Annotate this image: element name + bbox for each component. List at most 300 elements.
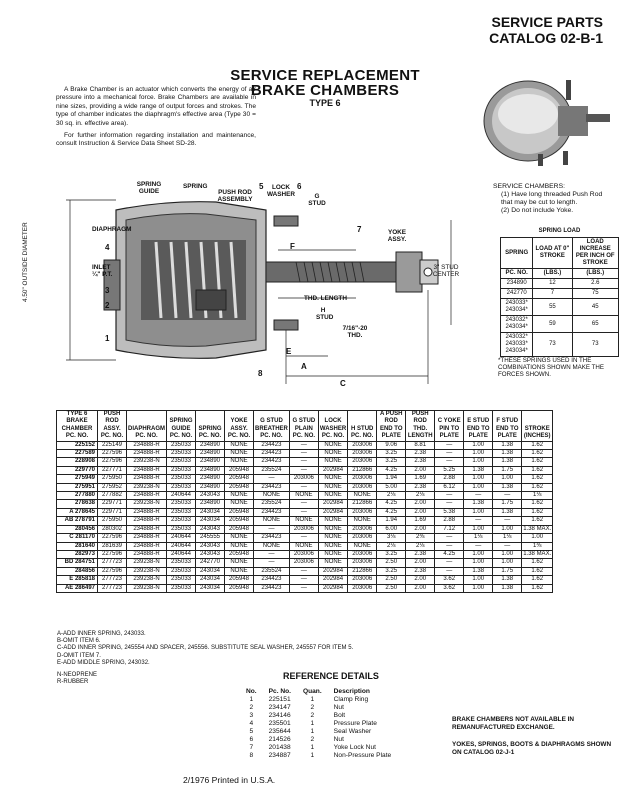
parts-table-cell: 235033: [167, 483, 196, 491]
parts-table-cell: 1⅜: [522, 542, 553, 550]
footnote: B-OMIT ITEM 6.: [57, 638, 101, 645]
reference-cell: 234887: [268, 752, 291, 759]
parts-table-cell: NONE: [289, 517, 318, 525]
parts-table-cell: 228908: [57, 458, 98, 466]
parts-table-cell: 243043: [196, 550, 225, 558]
parts-table-cell: 1.38: [493, 450, 522, 458]
parts-table-cell: 227596: [98, 450, 127, 458]
parts-table-cell: 1.62: [522, 508, 553, 516]
label-1: 1: [105, 334, 110, 343]
parts-table-cell: 1.38: [493, 441, 522, 449]
parts-table-cell: 235033: [167, 517, 196, 525]
parts-table-cell: —: [289, 500, 318, 508]
label-e: E: [286, 347, 292, 356]
material-note: N-NEOPRENE: [57, 672, 98, 678]
parts-table-cell: 203006: [289, 550, 318, 558]
parts-table-header: G STUD PLAIN PC. NO.: [289, 411, 318, 442]
parts-table-cell: NONE: [318, 550, 347, 558]
parts-table-cell: 240644: [167, 534, 196, 542]
spring-load-cell: 45: [572, 299, 618, 316]
parts-table-header: C YOKE PIN TO PLATE: [435, 411, 464, 442]
parts-table-row: [57, 542, 553, 550]
parts-table-cell: —: [435, 534, 464, 542]
title-line-2: BRAKE CHAMBERS: [250, 82, 400, 99]
reference-cell: 2: [310, 736, 315, 743]
parts-table-cell: 1.38: [493, 508, 522, 516]
parts-table-cell: E 285818: [57, 576, 98, 584]
parts-table-cell: 227589: [57, 450, 98, 458]
parts-table-header: LOCK WASHER PC. NO.: [318, 411, 347, 442]
parts-table-cell: 234890: [196, 475, 225, 483]
parts-table-cell: 212866: [348, 567, 377, 575]
spring-load-row: [501, 289, 619, 299]
parts-table-cell: 6.12: [435, 483, 464, 491]
parts-table-cell: —: [435, 559, 464, 567]
label-c: C: [340, 379, 346, 388]
parts-table-cell: NONE: [318, 517, 347, 525]
parts-table-cell: 2.00: [406, 576, 435, 584]
spring-load-cell: 242770: [501, 289, 533, 299]
parts-table-cell: 234423: [254, 458, 290, 466]
spring-load-cell: 59: [533, 316, 572, 333]
label-5: 5: [259, 182, 264, 191]
reference-cell: 3: [249, 712, 254, 719]
parts-table-cell: 234888-R: [127, 466, 167, 474]
reference-row: [240, 736, 397, 744]
parts-table-cell: —: [289, 483, 318, 491]
parts-table-cell: 5.38: [435, 508, 464, 516]
parts-table-cell: 235033: [167, 567, 196, 575]
parts-table-cell: 2.50: [377, 584, 406, 592]
parts-table-cell: —: [464, 542, 493, 550]
parts-table-cell: 234890: [196, 483, 225, 491]
label-3: 3: [105, 286, 110, 295]
parts-table-cell: 5.25: [435, 466, 464, 474]
parts-table-cell: NONE: [225, 567, 254, 575]
parts-table-cell: 234890: [196, 458, 225, 466]
parts-table-cell: 282973: [57, 550, 98, 558]
parts-table-cell: 203006: [348, 559, 377, 567]
parts-table-cell: 203006: [348, 584, 377, 592]
parts-table-cell: 1.62: [522, 441, 553, 449]
parts-table-cell: 229771: [98, 500, 127, 508]
footnote: E-ADD MIDDLE SPRING, 243032.: [57, 659, 150, 666]
parts-table-cell: NONE: [348, 517, 377, 525]
parts-table-cell: 1.62: [522, 576, 553, 584]
parts-table-cell: 212866: [348, 466, 377, 474]
parts-table-cell: 1.62: [522, 584, 553, 592]
brake-chamber-photo: [478, 66, 618, 166]
parts-table-cell: 202984: [318, 584, 347, 592]
parts-table-header: F STUD END TO PLATE: [493, 411, 522, 442]
parts-table-cell: 1.62: [522, 559, 553, 567]
parts-table-cell: 235033: [167, 508, 196, 516]
parts-table-cell: 202984: [318, 567, 347, 575]
parts-table-cell: 229771: [98, 508, 127, 516]
parts-table-cell: 2⅛: [406, 492, 435, 500]
parts-table-cell: 1.00: [464, 584, 493, 592]
label-inlet: INLET ¼" P.T.: [92, 264, 113, 278]
reference-cell: Non-Pressure Plate: [333, 752, 392, 759]
reference-row: [240, 720, 397, 728]
spring-load-header: LOAD AT 0" STROKE: [533, 238, 572, 269]
spring-load-row: [501, 279, 619, 289]
parts-table-cell: NONE: [254, 517, 290, 525]
footnote: C-ADD INNER SPRING, 245554 AND SPACER, 245556. SUBSTITUTE SEAL WASHER, 245557 FOR ITEM 5.: [57, 645, 354, 652]
label-thd-length: THD. LENGTH: [304, 295, 347, 302]
parts-table-cell: 1.62: [522, 517, 553, 525]
parts-table-cell: —: [289, 508, 318, 516]
reference-cell: 234147: [268, 704, 291, 711]
parts-table-cell: 243043: [196, 525, 225, 533]
spring-load-caption: SPRING LOAD: [538, 228, 581, 234]
parts-table-cell: 3.25: [377, 550, 406, 558]
parts-table-cell: 278638: [57, 500, 98, 508]
spring-load-cell: 234890: [501, 279, 533, 289]
parts-table-cell: 234888-R: [127, 450, 167, 458]
label-lock-washer: LOCK WASHER: [267, 184, 296, 198]
parts-table-cell: 242770: [196, 559, 225, 567]
catalog-reference-note: YOKES, SPRINGS, BOOTS & DIAPHRAGMS SHOWN ON CATALOG 02-J-1: [452, 741, 612, 756]
brake-chamber-diagram: [56, 180, 496, 395]
parts-table-cell: 2.38: [406, 567, 435, 575]
parts-table-cell: 243034: [196, 517, 225, 525]
parts-table-cell: 234890: [196, 450, 225, 458]
parts-table-cell: 203006: [348, 576, 377, 584]
parts-table-cell: —: [289, 584, 318, 592]
parts-table-cell: NONE: [318, 475, 347, 483]
reference-cell: 4: [249, 720, 254, 727]
reference-cell: 8: [249, 752, 254, 759]
reference-cell: 234146: [268, 712, 291, 719]
label-2: 2: [105, 301, 110, 310]
parts-table-cell: NONE: [318, 525, 347, 533]
parts-table-cell: 6.00: [377, 525, 406, 533]
parts-table-header: H STUD PC. NO.: [348, 411, 377, 442]
parts-table-cell: 202984: [318, 466, 347, 474]
parts-table-cell: NONE: [225, 534, 254, 542]
spring-load-row: [501, 316, 619, 333]
spring-load-cell: 243032* 243034*: [501, 316, 533, 333]
reference-table: [240, 688, 397, 760]
label-thread: 7/16"-20 THD.: [342, 325, 368, 339]
parts-table-cell: 275949: [57, 475, 98, 483]
parts-table-cell: 1.69: [406, 475, 435, 483]
parts-table-cell: 235033: [167, 475, 196, 483]
parts-table-cell: —: [289, 534, 318, 542]
parts-table-cell: 227771: [98, 466, 127, 474]
parts-table-cell: NONE: [318, 559, 347, 567]
reference-cell: 2: [310, 704, 315, 711]
parts-table-cell: 1.00: [493, 475, 522, 483]
parts-table-cell: 280456: [57, 525, 98, 533]
parts-table-cell: —: [464, 492, 493, 500]
parts-table-cell: 227596: [98, 534, 127, 542]
parts-table-cell: AB 278791: [57, 517, 98, 525]
spring-load-cell: 73: [572, 333, 618, 357]
parts-table-cell: 1.00: [464, 475, 493, 483]
parts-table-cell: 1.38: [493, 584, 522, 592]
spring-load-cell: 75: [572, 289, 618, 299]
label-4: 4: [105, 243, 110, 252]
reference-cell: Bolt: [333, 712, 346, 719]
intro-paragraph-2: For further information regarding installation and maintenance, consult Instruction & Service Data Sheet SD-28.: [56, 132, 256, 148]
spring-load-cell: 65: [572, 316, 618, 333]
parts-table-cell: 2.38: [406, 458, 435, 466]
parts-table-header: G STUD BREATHER PC. NO.: [254, 411, 290, 442]
spring-load-header: LOAD INCREASE PER INCH OF STROKE: [572, 238, 618, 269]
parts-table-cell: 1.00: [464, 550, 493, 558]
spring-load-row: [501, 299, 619, 316]
parts-table-row: [57, 517, 553, 525]
parts-table-cell: —: [435, 458, 464, 466]
parts-table-cell: NONE: [225, 500, 254, 508]
parts-table-cell: 3.25: [377, 567, 406, 575]
parts-table-cell: 2.00: [406, 466, 435, 474]
parts-table-cell: 234888-R: [127, 542, 167, 550]
parts-table-cell: 203006: [289, 475, 318, 483]
spring-load-cell: 7: [533, 289, 572, 299]
parts-table-cell: 1.00: [464, 559, 493, 567]
parts-table-cell: —: [464, 517, 493, 525]
parts-table-row: [57, 500, 553, 508]
reference-row: [240, 752, 397, 760]
reference-cell: Seal Washer: [333, 728, 372, 735]
parts-table-cell: 234890: [196, 500, 225, 508]
parts-table-row: [57, 567, 553, 575]
parts-table-row: [57, 534, 553, 542]
reference-cell: 1: [310, 744, 315, 751]
parts-table-cell: 1.62: [522, 567, 553, 575]
spring-load-table: [500, 228, 619, 357]
parts-table-row: [57, 458, 553, 466]
reference-header: Description: [333, 688, 370, 695]
parts-table-cell: 234888-R: [127, 550, 167, 558]
parts-table-cell: 1⅛: [464, 534, 493, 542]
parts-table-cell: 234888-R: [127, 441, 167, 449]
parts-table-cell: 2.88: [435, 475, 464, 483]
remanufactured-note: BRAKE CHAMBERS NOT AVAILABLE IN REMANUFACTURED EXCHANGE.: [452, 716, 575, 731]
parts-table-cell: 234423: [254, 483, 290, 491]
parts-table-cell: 1.00: [522, 534, 553, 542]
parts-table-cell: —: [254, 475, 290, 483]
reference-cell: 225151: [268, 696, 291, 703]
label-g-stud: G STUD: [308, 193, 326, 207]
parts-table-cell: 234888-R: [127, 492, 167, 500]
parts-table-cell: 2.50: [377, 559, 406, 567]
parts-table-header: SPRING GUIDE PC. NO.: [167, 411, 196, 442]
parts-table-cell: 235033: [167, 500, 196, 508]
reference-cell: 235501: [268, 720, 291, 727]
label-8: 8: [258, 369, 263, 378]
label-f: F: [290, 242, 295, 251]
parts-table-row: [57, 450, 553, 458]
parts-table-header: STROKE (INCHES): [522, 411, 553, 442]
parts-table-header: PUSH ROD THD. LENGTH: [406, 411, 435, 442]
parts-table-cell: 277723: [98, 584, 127, 592]
parts-table-cell: 240644: [167, 550, 196, 558]
parts-table-header: SPRING PC. NO.: [196, 411, 225, 442]
parts-table-cell: 2⅜: [406, 534, 435, 542]
spring-load-cell: 2.6: [572, 279, 618, 289]
parts-table-cell: NONE: [225, 542, 254, 550]
parts-table-cell: 2.50: [377, 576, 406, 584]
parts-table-cell: 1.00: [464, 483, 493, 491]
parts-table-cell: 1.38: [464, 567, 493, 575]
parts-table-cell: 235033: [167, 525, 196, 533]
parts-table-cell: 1.62: [522, 450, 553, 458]
label-6: 6: [297, 182, 302, 191]
parts-table-cell: —: [289, 567, 318, 575]
parts-table-cell: 225149: [98, 441, 127, 449]
parts-table-cell: 239238-N: [127, 576, 167, 584]
intro-text: [56, 86, 256, 153]
parts-table-cell: 234423: [254, 576, 290, 584]
parts-table-cell: 240644: [167, 542, 196, 550]
reference-cell: 201438: [268, 744, 291, 751]
parts-table-cell: NONE: [348, 542, 377, 550]
parts-table-cell: C 281170: [57, 534, 98, 542]
parts-table-cell: 234423: [254, 584, 290, 592]
reference-cell: 5: [249, 728, 254, 735]
parts-table-cell: —: [254, 525, 290, 533]
parts-table-cell: 203006: [348, 483, 377, 491]
reference-row: [240, 704, 397, 712]
parts-table-cell: —: [435, 542, 464, 550]
parts-table-cell: 1.00: [464, 525, 493, 533]
parts-table-cell: NONE: [225, 492, 254, 500]
parts-table-cell: NONE: [225, 441, 254, 449]
parts-table-cell: 240644: [167, 492, 196, 500]
parts-table-cell: NONE: [289, 492, 318, 500]
label-spring-guide: SPRING GUIDE: [136, 181, 162, 195]
parts-table-header: TYPE 6 BRAKE CHAMBER PC. NO.: [57, 411, 98, 442]
parts-table-cell: 239238-N: [127, 584, 167, 592]
parts-table-cell: 235033: [167, 458, 196, 466]
parts-table-row: [57, 576, 553, 584]
parts-table-cell: 239238-N: [127, 567, 167, 575]
parts-table-cell: 284856: [57, 567, 98, 575]
parts-table-cell: 1.00: [493, 550, 522, 558]
parts-table-cell: 1.62: [522, 458, 553, 466]
parts-table-cell: 203006: [348, 550, 377, 558]
parts-table-cell: 1.62: [522, 500, 553, 508]
parts-table-cell: —: [289, 466, 318, 474]
reference-cell: 1: [310, 752, 315, 759]
parts-table-cell: 243034: [196, 584, 225, 592]
reference-row: [240, 696, 397, 704]
parts-table-cell: 234888-R: [127, 508, 167, 516]
parts-table-cell: 243034: [196, 576, 225, 584]
parts-table-cell: 1.38 MAX.: [523, 550, 552, 557]
parts-table-cell: 234423: [254, 534, 290, 542]
parts-table-cell: 227596: [98, 567, 127, 575]
spring-load-cell: 55: [533, 299, 572, 316]
parts-table-cell: 235524: [254, 567, 290, 575]
parts-table-cell: 3.62: [435, 584, 464, 592]
spring-load-subheader: (LBS.): [533, 269, 572, 279]
parts-table-cell: 1.38: [464, 466, 493, 474]
parts-table-cell: —: [435, 492, 464, 500]
parts-table-cell: 277723: [98, 576, 127, 584]
parts-table-cell: 1.75: [493, 500, 522, 508]
parts-table-cell: —: [254, 550, 290, 558]
parts-table-cell: 3⅛: [377, 534, 406, 542]
parts-table-cell: NONE: [318, 492, 347, 500]
parts-table-cell: 277723: [98, 559, 127, 567]
spring-load-cell: 243032* 243033* 243034*: [501, 333, 533, 357]
reference-cell: 1: [310, 720, 315, 727]
reference-row: [240, 728, 397, 736]
reference-title: REFERENCE DETAILS: [283, 671, 379, 681]
reference-cell: 1: [249, 696, 254, 703]
parts-table-cell: NONE: [318, 458, 347, 466]
parts-table-cell: 243043: [196, 542, 225, 550]
parts-table-cell: 2.00: [406, 584, 435, 592]
reference-cell: 1: [310, 728, 315, 735]
parts-table-cell: NONE: [225, 559, 254, 567]
intro-paragraph-1: A Brake Chamber is an actuator which converts the energy of air pressure into a mechanical force. Brake Chambers are available in nine sizes, providing a wide range of output forces and strokes. The type of chamber indicates the diaphragm's effective area (Type 30 = 30 sq. in. effective area).: [56, 86, 256, 127]
spring-load-cell: 12: [533, 279, 572, 289]
footnote: A-ADD INNER SPRING, 243033.: [57, 631, 146, 637]
parts-table-cell: 235033: [167, 450, 196, 458]
parts-table-cell: 2.38: [406, 550, 435, 558]
parts-table-cell: 2⅛: [377, 542, 406, 550]
label-spring: SPRING: [183, 183, 208, 190]
parts-table-cell: 234888-R: [127, 525, 167, 533]
label-yoke-assy: YOKE ASSY.: [387, 229, 407, 243]
spring-load-row: [501, 333, 619, 357]
material-note: R-RUBBER: [57, 679, 89, 686]
parts-table-cell: 205948: [225, 466, 254, 474]
parts-table-cell: 235033: [167, 576, 196, 584]
parts-table-cell: NONE: [254, 492, 290, 500]
parts-table-cell: —: [289, 450, 318, 458]
parts-table-cell: 235033: [167, 584, 196, 592]
parts-table-cell: 202984: [318, 500, 347, 508]
reference-cell: 235644: [268, 728, 291, 735]
parts-table-row: [57, 441, 553, 449]
parts-table-cell: —: [493, 517, 522, 525]
parts-table-cell: 275950: [98, 475, 127, 483]
parts-table-cell: 243034: [196, 567, 225, 575]
service-chambers-title: SERVICE CHAMBERS:: [493, 183, 566, 190]
parts-table-cell: 235033: [167, 559, 196, 567]
parts-table-cell: 239238-N: [127, 500, 167, 508]
parts-table-cell: 235033: [167, 441, 196, 449]
reference-cell: 2: [249, 704, 254, 711]
reference-cell: 6: [249, 736, 254, 743]
spring-load-header: SPRING: [501, 238, 533, 269]
parts-table-cell: 1.38: [464, 500, 493, 508]
parts-table-cell: A 278645: [57, 508, 98, 516]
parts-table-cell: 203006: [289, 559, 318, 567]
parts-table-row: [57, 508, 553, 516]
parts-table-cell: NONE: [318, 441, 347, 449]
label-h-stud: H STUD: [316, 307, 334, 321]
parts-table-cell: —: [435, 567, 464, 575]
parts-table-cell: 203006: [348, 475, 377, 483]
parts-table-cell: 205948: [225, 550, 254, 558]
parts-table-cell: 3.25: [377, 450, 406, 458]
parts-table-cell: —: [289, 441, 318, 449]
label-outside-diameter: 4.50" OUTSIDE DIAMETER: [22, 222, 29, 302]
parts-table-cell: —: [435, 500, 464, 508]
footnotes: [57, 631, 353, 667]
parts-table-cell: 234423: [254, 450, 290, 458]
parts-table-cell: 4.25: [377, 466, 406, 474]
parts-table-row: [57, 475, 553, 483]
